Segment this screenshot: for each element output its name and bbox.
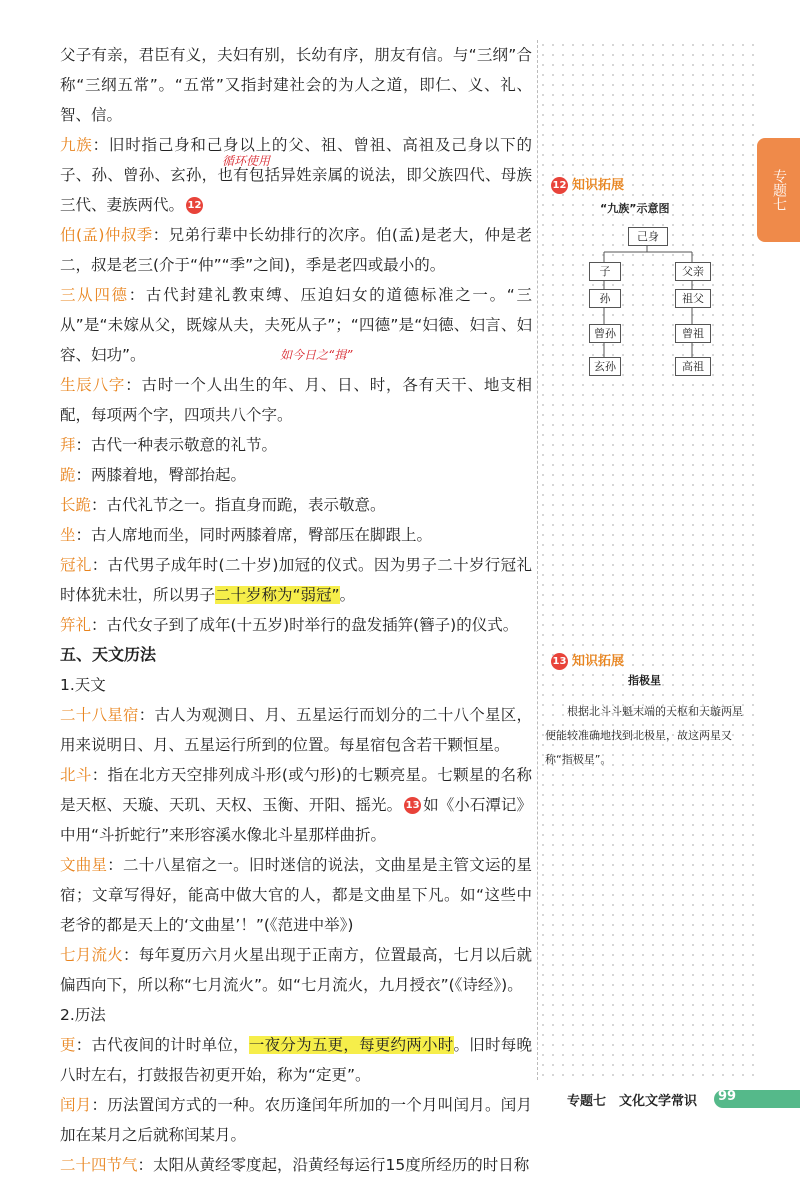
paragraph-bozhong: 伯(孟)仲叔季：兄弟行辈中长幼排行的次序。伯(孟)是老大，仲是老二，叔是老三(介于“仲”“季”之间)，季是老四或最小的。 [60,226,532,274]
term-guanli: 冠礼 [60,556,92,574]
tree-node-great-grandfather: 曾祖 [675,324,711,343]
side-title-zhijixing: 指极星 [628,674,661,687]
paragraph-changgui: 长跪：古代礼节之一。指直身而跪，表示敬意。 [60,496,386,514]
term-beidou: 北斗 [60,766,92,784]
side-text-zhijixing: 根据北斗斗魁末端的天枢和天璇两星便能较准确地找到北极星，故这两星又称“指极星”。 [545,705,743,766]
highlight-ruoguan: 二十岁称为“弱冠” [215,586,340,604]
chapter-tab[interactable]: 专题七 [757,138,800,242]
paragraph-liuhuo: 七月流火：每年夏历六月火星出现于正南方，位置最高，七月以后就偏西向下，所以称“七月流火”。如“七月流火，九月授衣”(《诗经》)。 [60,946,532,994]
side-heading-13: 13 知识拓展 [552,654,625,669]
tree-title: “九族”示意图 [600,202,670,215]
paragraph-jiuzu: 九族：旧时指己身和己身以上的父、祖、曾祖、高祖及己身以下的子、孙、曾孙、玄孙，也有包括异姓亲属的说法，即父族四代、母族三代、妻族两代。 12 [60,136,532,214]
main-column [60,40,532,1180]
tree-node-great-great-grandchild: 玄孙 [589,357,621,376]
term-bai: 拜 [60,436,76,454]
paragraph-guanli: 冠礼：古代男子成年时(二十岁)加冠的仪式。因为男子二十岁行冠礼时体犹未壮，所以男子二十岁称为“弱冠”。 [60,556,532,604]
page-number: 99 [718,1089,737,1104]
subheading-lifa: 2.历法 [60,1006,106,1024]
tree-node-child: 子 [589,262,621,281]
term-bazi: 生辰八字 [60,376,126,394]
term-xingxiu: 二十八星宿 [60,706,139,724]
term-wenquxing: 文曲星 [60,856,108,874]
term-runyue: 闰月 [60,1096,92,1114]
term-sancong: 三从四德 [60,286,129,304]
subheading-tianwen: 1.天文 [60,676,106,694]
term-zuo: 坐 [60,526,76,544]
handwritten-note-loop: 循环使用 [222,154,271,168]
footer-label: 专题七 文化文学常识 [567,1094,698,1109]
paragraph-wenquxing: 文曲星：二十八星宿之一。旧时迷信的说法，文曲星是主管文运的星宿；文章写得好，能高中做大官的人，都是文曲星下凡。如“这些中老爷的都是天上的‘文曲星’！”(《范进中举》) [60,856,532,934]
paragraph-jili: 笄礼：古代女子到了成年(十五岁)时举行的盘发插笄(簪子)的仪式。 [60,616,519,634]
note-marker-12[interactable]: 12 [186,197,203,214]
paragraph-jieqi: 二十四节气：太阳从黄经零度起，沿黄经每运行15度所经历的时日称 [60,1156,530,1174]
term-jieqi: 二十四节气 [60,1156,138,1174]
tree-node-great-grandchild: 曾孙 [589,324,621,343]
term-gui: 跪 [60,466,76,484]
side-heading-12: 12 知识拓展 [552,178,625,193]
term-jili: 笄礼 [60,616,92,634]
term-changgui: 长跪 [60,496,92,514]
paragraph-gui: 跪：两膝着地，臀部抬起。 [60,466,247,484]
note-marker-13[interactable]: 13 [404,797,421,814]
sidebar-notes [537,40,758,1080]
paragraph-beidou: 北斗：指在北方天空排列成斗形(或勺形)的七颗亮星。七颗星的名称是天枢、天璇、天玑、天权、玉衡、开阳、摇光。 13 如《小石潭记》中用“斗折蛇行”来形容溪水像北斗星那样曲折。 [60,766,532,844]
paragraph-sancong: 三从四德：古代封建礼教束缚、压迫妇女的道德标准之一。“三从”是“未嫁从父，既嫁从夫，夫死从子”；“四德”是“妇德、妇言、妇容、妇功”。 [60,286,532,364]
handwritten-note-yi: 如今日之“揖” [280,348,353,362]
tree-node-great-great-grandfather: 高祖 [675,357,711,376]
paragraph-xingxiu: 二十八星宿：古人为观测日、月、五星运行而划分的二十八个星区，用来说明日、月、五星运行所到的位置。每星宿包含若干颗恒星。 [60,706,532,754]
tree-node-root: 己身 [628,227,668,246]
term-bozhong: 伯(孟)仲叔季 [60,226,153,244]
paragraph-geng: 更：古代夜间的计时单位，一夜分为五更，每更约两小时。旧时每晚八时左右，打鼓报告初更开始，称为“定更”。 [60,1036,532,1084]
term-liuhuo: 七月流火 [60,946,123,964]
paragraph-zuo: 坐：古人席地而坐，同时两膝着席，臀部压在脚跟上。 [60,526,433,544]
term-geng: 更 [60,1036,76,1054]
paragraph-runyue: 闰月：历法置闰方式的一种。农历逢闰年所加的一个月叫闰月。闰月加在某月之后就称闰某月。 [60,1096,532,1144]
tree-node-grandfather: 祖父 [675,289,711,308]
paragraph-bazi: 生辰八字：古时一个人出生的年、月、日、时，各有天干、地支相配，每项两个字，四项共八个字。 [60,376,532,424]
tree-node-grandchild: 孙 [589,289,621,308]
term-jiuzu: 九族 [60,136,93,154]
paragraph-bai: 拜：古代一种表示敬意的礼节。 [60,436,278,454]
section-heading: 五、天文历法 [60,645,157,664]
tree-node-father: 父亲 [675,262,711,281]
paragraph-wuchang: 父子有亲，君臣有义，夫妇有别，长幼有序，朋友有信。与“三纲”合称“三纲五常”。“五常”又指封建社会的为人之道，即仁、义、礼、智、信。 [60,46,532,124]
highlight-wugeng: 一夜分为五更，每更约两小时 [248,1036,454,1054]
